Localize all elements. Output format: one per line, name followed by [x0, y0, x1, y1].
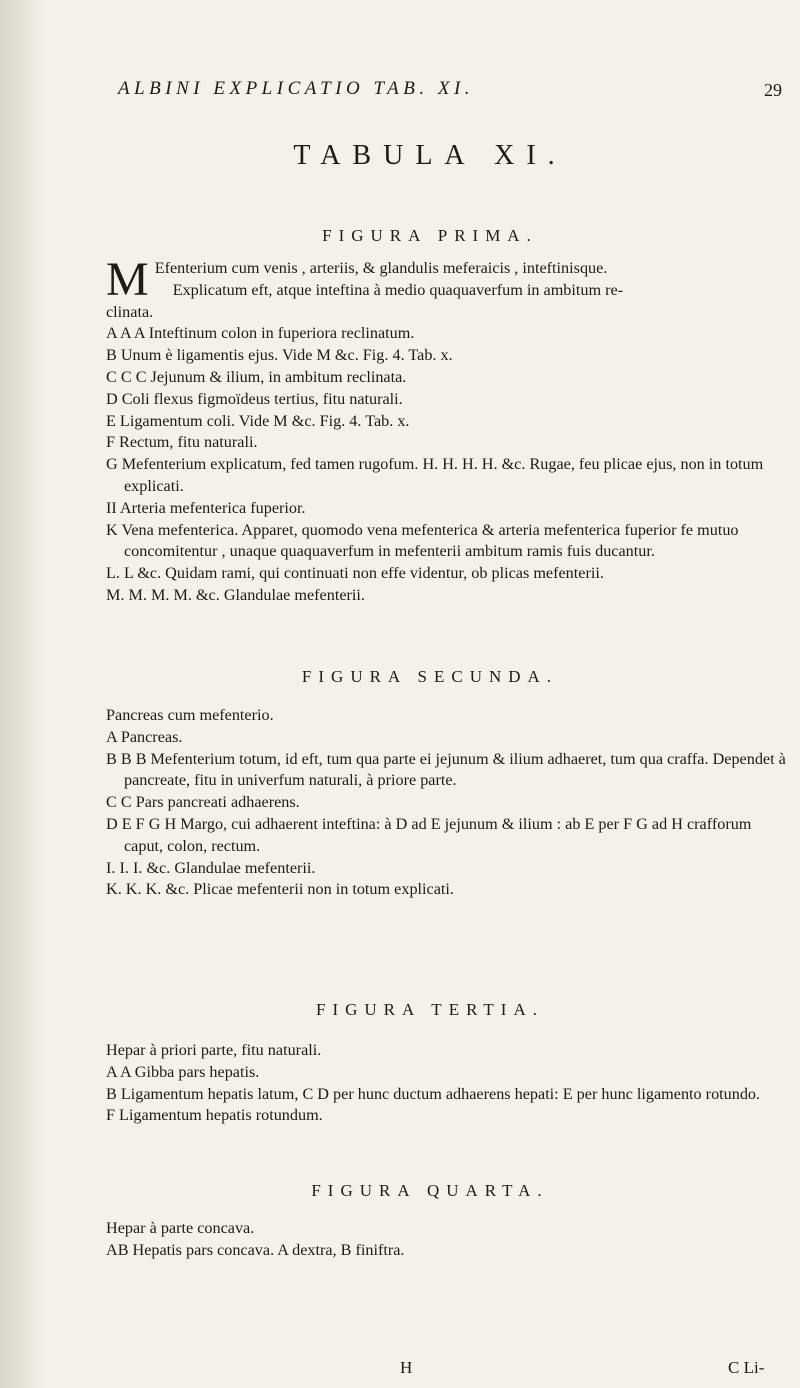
figure-2-intro: Pancreas cum mefenterio.: [106, 706, 274, 724]
intro-line-1: Efenterium cum venis , arteriis, & glandulis meferaicis , inteftinisque.: [154, 259, 608, 277]
list-item: II Arteria mefenterica fuperior.: [106, 498, 306, 517]
list-item: F Rectum, fitu naturali.: [106, 433, 258, 452]
running-title: ALBINI EXPLICATIO TAB. XI.: [118, 78, 475, 99]
catchword: C Li-: [728, 1358, 765, 1377]
list-item: A A Gibba pars hepatis.: [106, 1062, 260, 1081]
list-item: E Ligamentum coli. Vide M &c. Fig. 4. Tab. x.: [106, 411, 410, 430]
list-item: D E F G H Margo, cui adhaerent inteftina: à D ad E jejunum & ilium : ab E per F G ad H crafforum caput, colon, rectum.: [106, 814, 752, 855]
figure-2-title: FIGURA SECUNDA.: [301, 667, 559, 686]
list-item: C C Pars pancreati adhaerens.: [106, 793, 300, 812]
list-item: D Coli flexus figmoïdeus tertius, fitu naturali.: [106, 389, 403, 408]
page-number: 29: [764, 80, 782, 100]
list-item: AB Hepatis pars concava. A dextra, B finiftra.: [106, 1240, 405, 1259]
drop-cap: M: [106, 253, 149, 306]
running-head: [118, 78, 782, 108]
figure-2-text: [106, 705, 786, 901]
list-item: B Unum è ligamentis ejus. Vide M &c. Fig. 4. Tab. x.: [106, 346, 453, 365]
list-item: K Vena mefenterica. Apparet, quomodo vena mefenterica & arteria mefenterica fuperior fe mutuo concomitentur , unaque quaquaverfum in mefenterii ambitum ramis fuis ducantur.: [106, 520, 739, 561]
list-item: M. M. M. M. &c. Glandulae mefenterii.: [106, 585, 365, 604]
figure-1-intro: [106, 253, 786, 323]
intro-line-2: Explicatum eft, atque inteftina à medio quaquaverfum in ambitum re-: [172, 280, 624, 299]
list-item: K. K. K. &c. Plicae mefenterii non in totum explicati.: [106, 880, 454, 899]
list-item: B B B Mefenterium totum, id eft, tum qua parte ei jejunum & ilium adhaeret, tum qua craffa. Dependet à pancreate, fitu in univerfum naturali, à priore parte.: [106, 749, 786, 790]
list-item: F Ligamentum hepatis rotundum.: [106, 1106, 323, 1125]
list-item: G Mefenterium explicatum, fed tamen rugofum. H. H. H. H. &c. Rugae, feu plicae ejus, non in totum explicati.: [106, 455, 764, 495]
page-edge-shadow: [0, 0, 46, 1388]
list-item: I. I. I. &c. Glandulae mefenterii.: [106, 858, 316, 877]
figure-4-intro: Hepar à parte concava.: [106, 1219, 255, 1237]
intro-line-3: clinata.: [106, 302, 154, 321]
figure-3-text: [106, 1040, 786, 1127]
figure-4-title: FIGURA QUARTA.: [311, 1181, 549, 1200]
figure-1-title: FIGURA PRIMA.: [322, 226, 538, 245]
figure-3-intro: Hepar à priori parte, fitu naturali.: [106, 1041, 322, 1059]
figure-4-text: [106, 1218, 786, 1262]
tabula-title: TABULA XI.: [293, 140, 567, 171]
list-item: A Pancreas.: [106, 727, 183, 746]
list-item: A A A Inteftinum colon in fuperiora reclinatum.: [106, 324, 415, 343]
list-item: B Ligamentum hepatis latum, C D per hunc ductum adhaerens hepati: E per hunc ligamento rotundo.: [106, 1084, 761, 1103]
figure-3-title: FIGURA TERTIA.: [316, 1000, 544, 1019]
list-item: C C C Jejunum & ilium, in ambitum reclinata.: [106, 367, 407, 386]
signature-mark: H: [400, 1358, 413, 1377]
list-item: L. L &c. Quidam rami, qui continuati non effe videntur, ob plicas mefenterii.: [106, 564, 604, 583]
figure-1-text: [106, 253, 786, 607]
